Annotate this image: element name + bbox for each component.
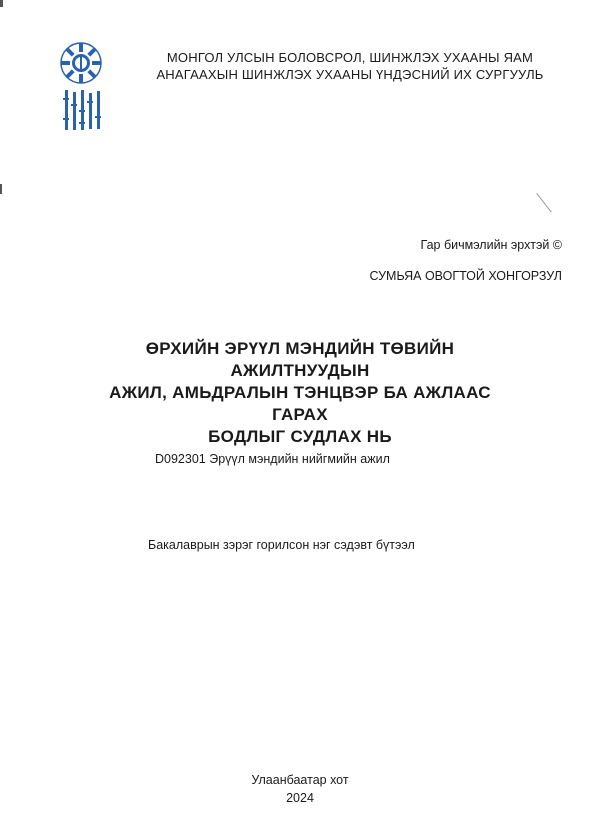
program-code: D092301 Эрүүл мэндийн нийгмийн ажил bbox=[155, 452, 390, 466]
copyright-note: Гар бичмэлийн эрхтэй © bbox=[420, 238, 562, 252]
author-name: СУМЬЯА ОВОГТОЙ ХОНГОРЗУЛ bbox=[369, 269, 562, 283]
thesis-title-line-3: БОДЛЫГ СУДЛАХ НЬ bbox=[208, 427, 392, 446]
thesis-title-line-2: АЖИЛ, АМЬДРАЛЫН ТЭНЦВЭР БА АЖЛААС ГАРАХ bbox=[109, 383, 491, 424]
scan-mark-top-left bbox=[0, 0, 3, 7]
university-logo bbox=[56, 38, 106, 138]
scan-mark-left bbox=[0, 184, 2, 194]
footer-city: Улаанбаатар хот bbox=[251, 773, 349, 787]
thesis-title bbox=[80, 338, 520, 448]
degree-statement: Бакалаврын зэрэг горилсон нэг сэдэвт бүтээл bbox=[148, 538, 415, 552]
university-name: АНАГААХЫН ШИНЖЛЭХ УХААНЫ ҮНДЭСНИЙ ИХ СУРГУУЛЬ bbox=[156, 67, 544, 82]
footer-year: 2024 bbox=[286, 791, 314, 805]
stray-pen-mark bbox=[536, 193, 552, 213]
ministry-name: МОНГОЛ УЛСЫН БОЛОВСРОЛ, ШИНЖЛЭХ УХААНЫ ЯАМ bbox=[166, 50, 534, 65]
thesis-title-line-1: ӨРХИЙН ЭРҮҮЛ МЭНДИЙН ТӨВИЙН АЖИЛТНУУДЫН bbox=[145, 339, 455, 380]
